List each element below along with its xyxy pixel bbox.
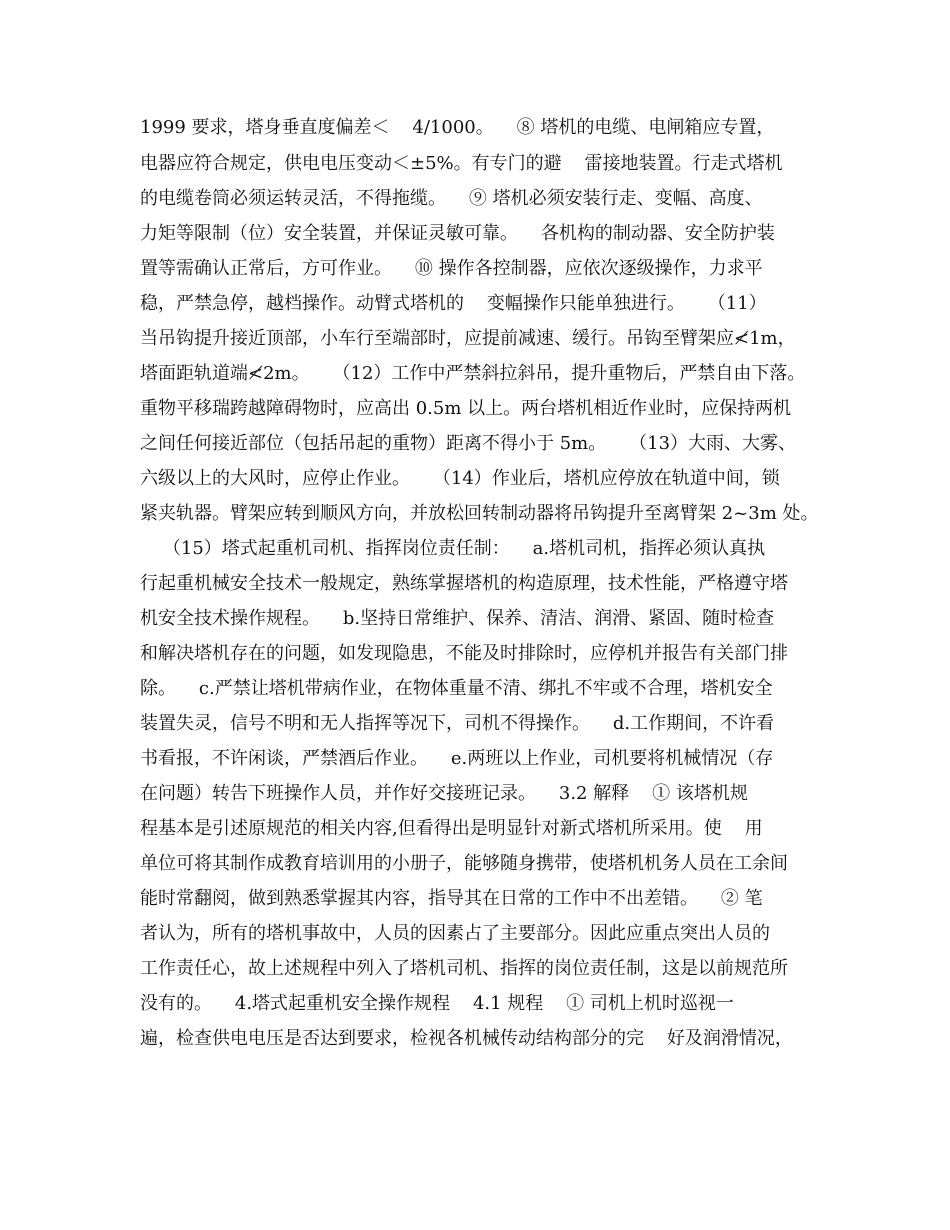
text-line: 程基本是引述原规范的相关内容,但看得出是明显针对新式塔机所采用。使 用 <box>140 818 763 839</box>
text-line: 稳，严禁急停，越档操作。动臂式塔机的 变幅操作只能单独进行。 （11） <box>140 293 767 314</box>
text-line: 1999 要求，塔身垂直度偏差＜ 4/1000。 ⑧ 塔机的电缆、电闸箱应专置， <box>140 117 775 138</box>
text-line: 的电缆卷筒必须运转灵活，不得拖缆。 ⑨ 塔机必须安装行走、变幅、高度、 <box>140 188 763 209</box>
text-line: 在问题）转告下班操作人员，并作好交接班记录。 3.2 解释 ① 该塔机规 <box>140 783 748 804</box>
text-line: 装置失灵，信号不明和无人指挥等况下，司机不得操作。 d.工作期间，不许看 <box>140 713 775 734</box>
text-line: （15）塔式起重机司机、指挥岗位责任制： a.塔机司机，指挥必须认真执 <box>140 538 766 559</box>
text-line: 六级以上的大风时，应停止作业。 （14）作业后，塔机应停放在轨道中间，锁 <box>140 468 780 489</box>
text-line: 能时常翻阅，做到熟悉掌握其内容，指导其在日常的工作中不出差错。 ② 笔 <box>140 888 763 909</box>
text-line: 没有的。 4.塔式起重机安全操作规程 4.1 规程 ① 司机上机时巡视一 <box>140 993 734 1014</box>
text-line: 和解决塔机存在的问题，如发现隐患，不能及时排除时，应停机并报告有关部门排 <box>140 643 788 664</box>
text-line: 遍，检查供电电压是否达到要求，检视各机械传动结构部分的完 好及润滑情况， <box>140 1028 793 1049</box>
text-line: 电器应符合规定，供电电压变动＜±5%。有专门的避 雷接地装置。行走式塔机 <box>140 153 783 174</box>
text-line: 置等需确认正常后，方可作业。 ⑩ 操作各控制器，应依次逐级操作，力求平 <box>140 258 763 279</box>
text-line: 工作责任心，故上述规程中列入了塔机司机、指挥的岗位责任制，这是以前规范所 <box>140 958 788 979</box>
text-line: 重物平移瑞跨越障碍物时，应高出 0.5m 以上。两台塔机相近作业时，应保持两机 <box>140 398 792 419</box>
text-line: 当吊钩提升接近顶部，小车行至端部时，应提前减速、缓行。吊钩至臂架应≮1m， <box>140 328 796 349</box>
text-line: 单位可将其制作成教育培训用的小册子，能够随身携带，使塔机机务人员在工余间 <box>140 853 788 874</box>
text-line: 紧夹轨器。臂架应转到顺风方向，并放松回转制动器将吊钩提升至离臂架 2~3m 处。 <box>140 503 819 524</box>
text-line: 除。 c.严禁让塔机带病作业，在物体重量不清、绑扎不牢或不合理，塔机安全 <box>140 678 773 699</box>
text-line: 机安全技术操作规程。 b.坚持日常维护、保养、清洁、润滑、紧固、随时检查 <box>140 608 775 629</box>
text-line: 力矩等限制（位）安全装置，并保证灵敏可靠。 各机构的制动器、安全防护装 <box>140 223 775 244</box>
text-line: 行起重机械安全技术一般规定，熟练掌握塔机的构造原理，技术性能，严格遵守塔 <box>140 573 788 594</box>
text-line: 书看报，不许闲谈，严禁酒后作业。 e.两班以上作业，司机要将机械情况（存 <box>140 748 774 769</box>
text-line: 塔面距轨道端≮2m。 （12）工作中严禁斜拉斜吊，提升重物后，严禁自由下落。 <box>140 363 806 384</box>
text-line: 之间任何接近部位（包括吊起的重物）距离不得小于 5m。 （13）大雨、大雾、 <box>140 433 797 454</box>
text-line: 者认为，所有的塔机事故中，人员的因素占了主要部分。因此应重点突出人员的 <box>140 923 770 944</box>
